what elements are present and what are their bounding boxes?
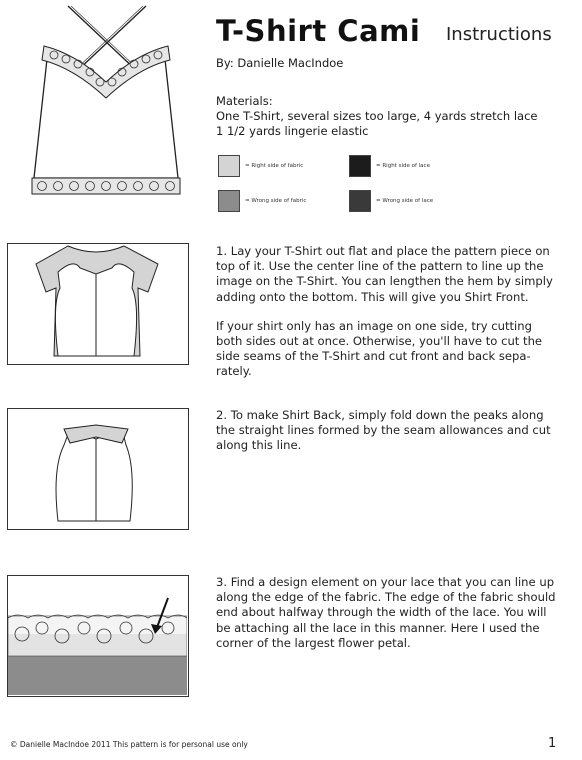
materials-line: One T-Shirt, several sizes too large, 4 yards stretch lace xyxy=(216,109,538,123)
step-3-text xyxy=(216,575,558,665)
step-paragraph: If your shirt only has an image on one side, try cutting both sides out at once. Otherwise, you'll have to cut the side seams of the T-Shirt and cut front and back sepa-rately. xyxy=(216,318,543,379)
legend-label: = Right side of lace xyxy=(376,163,430,169)
page-subtitle: Instructions xyxy=(446,24,552,45)
legend-swatch xyxy=(218,190,240,212)
materials-section xyxy=(216,94,566,139)
materials-heading: Materials: xyxy=(216,94,273,108)
legend-swatch xyxy=(349,190,371,212)
legend-swatch xyxy=(218,155,240,177)
step-2-diagram xyxy=(7,408,189,530)
legend-label: = Right side of fabric xyxy=(245,163,304,169)
step-1-text xyxy=(216,244,558,394)
author-line: By: Danielle MacIndoe xyxy=(216,56,344,70)
tshirt-front-illustration xyxy=(8,244,187,363)
step-paragraph: 2. To make Shirt Back, simply fold down the peaks along the straight lines formed by the seam allowances and cut along this line. xyxy=(216,408,551,453)
step-paragraph: 3. Find a design element on your lace that you can line up along the edge of the fabric. The edge of the fabric should end about halfway through the width of the lace. You will be attaching all the lace in this manner. Here I used the corner of the largest flower petal. xyxy=(216,575,556,650)
page-title: T-Shirt Cami xyxy=(216,14,421,48)
step-paragraph: 1. Lay your T-Shirt out flat and place the pattern piece on top of it. Use the center line of the pattern to line up the image on the T-Shirt. You can lengthen the hem by simply adding onto the bottom. This will give you Shirt Front. xyxy=(216,244,553,304)
step-2-text xyxy=(216,408,558,468)
shirt-back-illustration xyxy=(8,409,187,528)
legend-label: = Wrong side of fabric xyxy=(245,198,307,204)
legend-label: = Wrong side of lace xyxy=(376,198,434,204)
copyright-footer: © Danielle MacIndoe 2011 This pattern is for personal use only xyxy=(10,740,248,749)
step-3-diagram xyxy=(7,575,189,697)
cami-illustration xyxy=(18,2,208,198)
legend-swatch xyxy=(349,155,371,177)
materials-line: 1 1/2 yards lingerie elastic xyxy=(216,124,369,138)
lace-alignment-illustration xyxy=(8,576,187,695)
page-number: 1 xyxy=(548,736,557,751)
step-1-diagram xyxy=(7,243,189,365)
